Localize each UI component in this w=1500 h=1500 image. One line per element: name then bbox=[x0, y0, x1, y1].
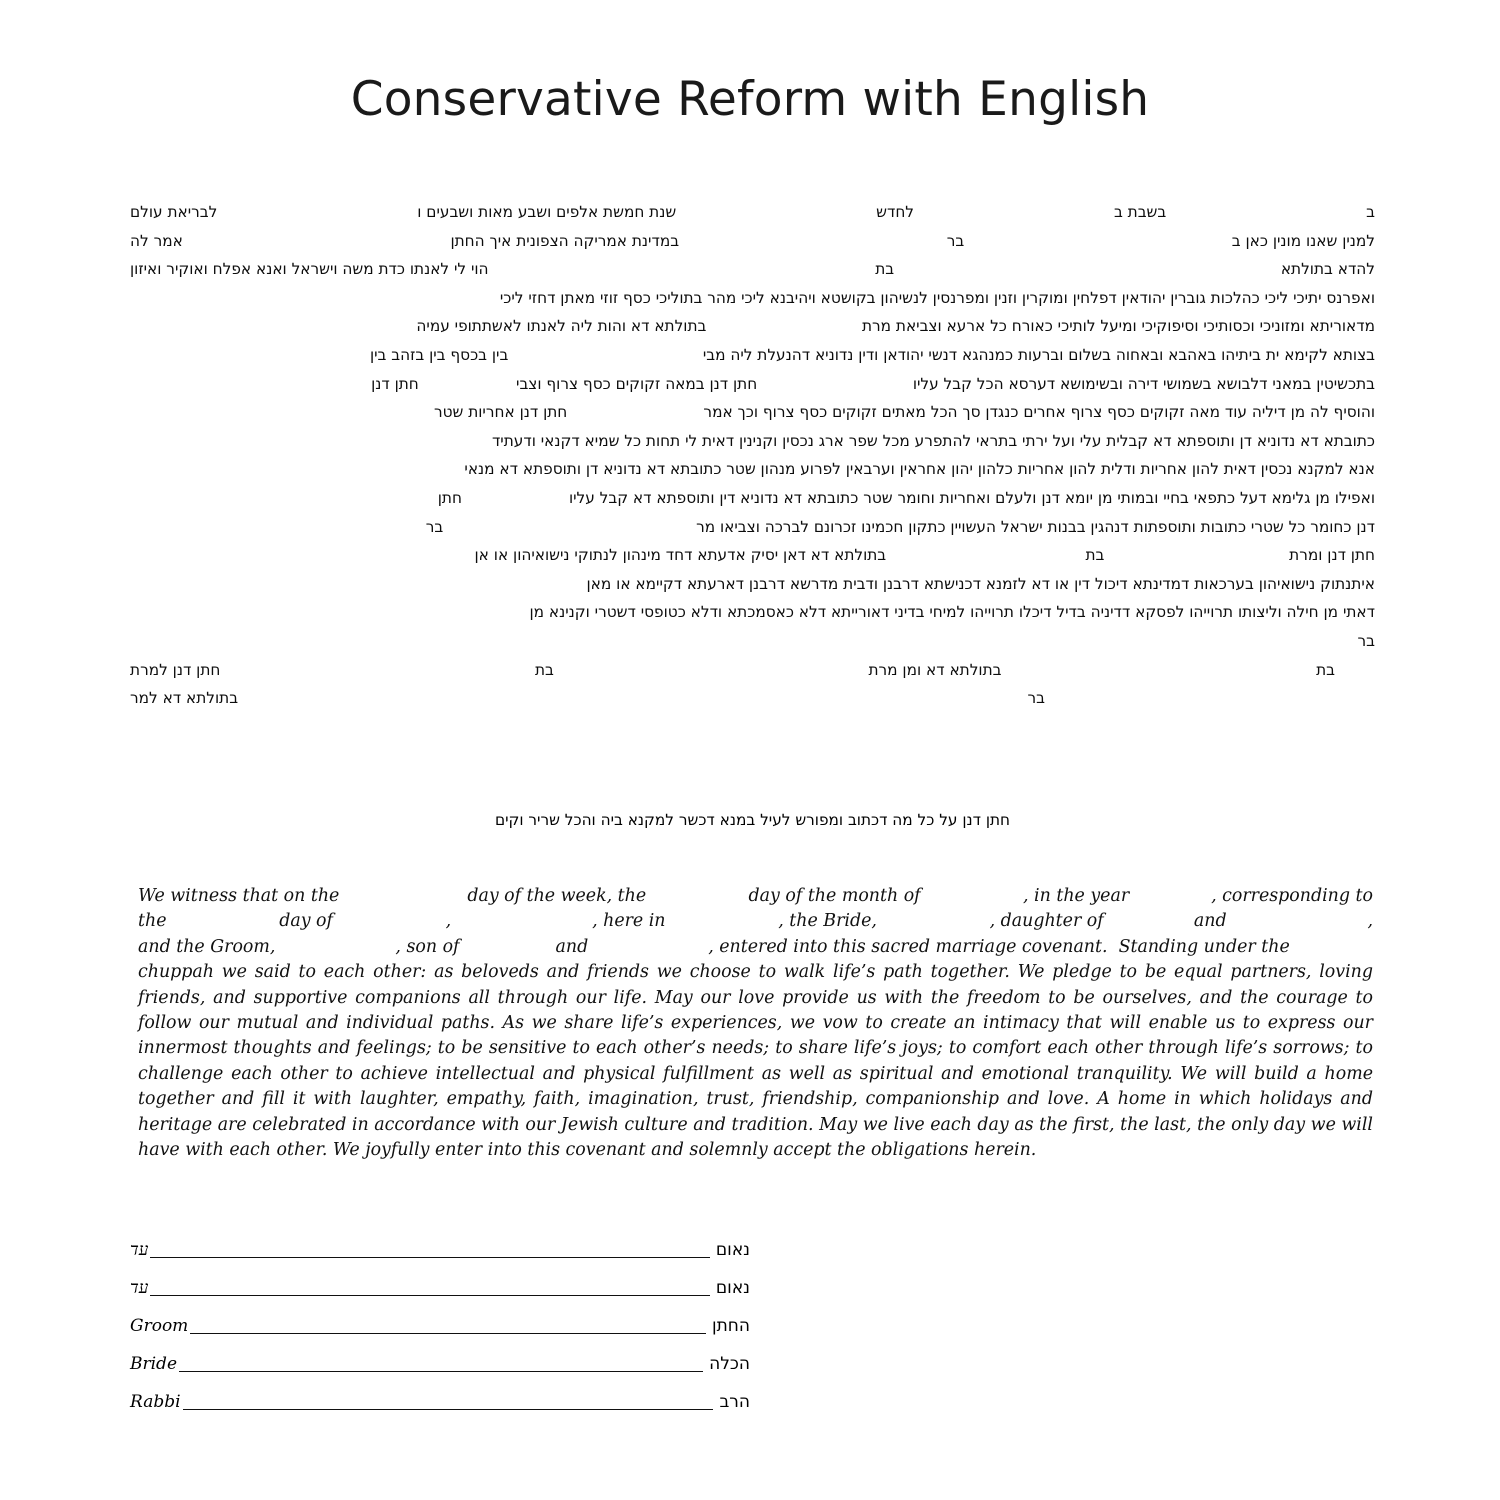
hebrew-body-line: איתנתוק נישואיהון בערכאות דמדינתא דיכול דין או דא לזמנא דכנישתא דרבנן ודבית מדרשא דרבנן דארעתא דקיימא או מאן bbox=[586, 574, 1375, 593]
english-l2-part-5: , the Bride, bbox=[778, 911, 877, 932]
blank-field[interactable] bbox=[1129, 884, 1211, 909]
blank-field[interactable] bbox=[451, 909, 592, 934]
english-l2-part-3: , bbox=[445, 911, 452, 932]
blank-field[interactable] bbox=[1104, 909, 1194, 934]
hebrew-names-1-field-3: בת bbox=[534, 660, 554, 679]
signature-label-hebrew: הכלה bbox=[709, 1354, 750, 1374]
english-l2-part-2: day of bbox=[279, 911, 333, 932]
hebrew-body-line: מדאוריתא ומזוניכי וכסותיכי וסיפוקיכי ומיעל לותיכי כאורח כל ארעא וצביאת מרת בתולתא דא והות ליה לאנתו לאשתתופי עמיה bbox=[416, 317, 1375, 336]
english-l2-part-7: and bbox=[1193, 911, 1227, 932]
english-l3-part-1: and the Groom, bbox=[138, 936, 276, 957]
hebrew-header-1-field-3: לחדש bbox=[876, 203, 915, 221]
hebrew-names-1-field-2: בתולתא דא ומן מרת bbox=[868, 660, 1002, 679]
hebrew-header-2-field-4: אמר לה bbox=[130, 231, 183, 250]
hebrew-names-2-field-2: בתולתא דא למר bbox=[130, 689, 239, 708]
signature-label-english: עד bbox=[130, 1240, 149, 1260]
hebrew-names-1-field-4: חתן דנן למרת bbox=[130, 660, 221, 679]
hebrew-body-line: דאתי מן חילה וליצותו תרוייהו לפסקא דדיניה בדיל דיכלו תרוייהו למיחי בדיני דאורייתא דלא כאסמכתא ודלא כטופסי דשטרי וקנינא מן bbox=[529, 603, 1375, 622]
english-l3-part-3: and bbox=[555, 936, 589, 957]
english-fill-line-3 bbox=[138, 935, 1373, 960]
hebrew-header-1-field-4: שנת חמשת אלפים ושבע מאות ושבעים ו bbox=[417, 203, 677, 221]
blank-field[interactable] bbox=[339, 884, 467, 909]
signature-line[interactable] bbox=[150, 1238, 710, 1258]
signature-row-witness-2 bbox=[130, 1260, 750, 1298]
hebrew-header-line-3 bbox=[130, 255, 1375, 284]
hebrew-body-line: ואפילו מן גלימא דעל כתפאי בחיי ובמותי מן יומא דנן ולעלם ואחריות וחומר שטר כתובתא דא נדוניא דין ותוספתא דא קבל עליו חתן bbox=[437, 488, 1375, 507]
english-l3-part-2: , son of bbox=[395, 936, 460, 957]
signature-line[interactable] bbox=[190, 1314, 706, 1334]
blank-field[interactable] bbox=[646, 884, 748, 909]
hebrew-body-line: אנא למקנא נכסין דאית להון אחריות ודלית להון אחריות כלהון יהון אחראין וערבאין לפרוע מנהון שטר כתובתא דא נדוניא דן ותוספתא דא מנאי bbox=[464, 460, 1375, 479]
english-l1-part-1: We witness that on the bbox=[138, 886, 340, 906]
hebrew-body-line: חתן דנן ומרת בת בתולתא דא דאן יסיק אדעתא דחד מינהון לנתוקי נישואיהון או אן bbox=[474, 546, 1375, 565]
signature-label-hebrew: נאום bbox=[715, 1278, 750, 1298]
blank-field[interactable] bbox=[166, 909, 279, 934]
signature-row-groom bbox=[130, 1298, 750, 1336]
signature-block bbox=[130, 1222, 750, 1412]
page-title: Conservative Reform with English bbox=[350, 72, 1150, 127]
hebrew-header-1-field-2: בשבת ב bbox=[1113, 203, 1167, 221]
hebrew-body-line: והוסיף לה מן דיליה עוד מאה זקוקים כסף צרוף אחרים כנגדן סך הכל מאתים זקוקים כסף צרוף וכך אמר חתן דנן אחריות שטר bbox=[433, 403, 1375, 422]
english-vows-paragraph: chuppah we said to each other: as beloveds and friends we choose to walk life’s path together. We pledge to be equal partners, loving friends, and supportive companions all through our life. May our love provide us with the freedom to be ourselves, and the courage to follow our mutual and individual paths. As we share life’s experiences, we vow to create an intimacy that will enable us to express our innermost thoughts and feelings; to be sensitive to each other’s needs; to share life’s joys; to comfort each other through life’s sorrows; to challenge each other to achieve intellectual and physical fulfillment as well as spiritual and emotional tranquility. We will build a home together and fill it with laughter, empathy, faith, imagination, trust, friendship, companionship and love. A home in which holidays and heritage are celebrated in accordance with our Jewish culture and tradition. May we live each day as the first, the last, the only day we will have with each other. We joyfully enter into this covenant and solemnly accept the obligations herein. bbox=[138, 962, 1373, 1161]
hebrew-header-1-field-5: לבריאת עולם bbox=[130, 203, 218, 221]
blank-field[interactable] bbox=[666, 909, 779, 934]
english-l3-part-4: , entered into this sacred marriage covenant. Standing under the bbox=[708, 936, 1290, 957]
hebrew-header-line-1 bbox=[130, 198, 1375, 227]
english-l1-part-4: , in the year bbox=[1023, 886, 1130, 906]
hebrew-header-3-field-2: בת bbox=[875, 260, 895, 279]
hebrew-header-2-field-2: בר bbox=[946, 231, 965, 250]
signature-line[interactable] bbox=[183, 1390, 714, 1410]
english-fill-line-1 bbox=[138, 884, 1373, 909]
hebrew-names-line-1 bbox=[130, 656, 1375, 685]
blank-field[interactable] bbox=[1227, 909, 1368, 934]
hebrew-header-2-field-1: למנין שאנו מונין כאן ב bbox=[1231, 231, 1375, 250]
hebrew-names-line-2 bbox=[130, 684, 1375, 713]
english-l2-part-1: the bbox=[138, 911, 167, 932]
hebrew-header-3-field-3: הוי לי לאנתו כדת משה וישראל ואנא אפלח ואוקיר ואיזון bbox=[130, 260, 489, 279]
hebrew-body-line: כתובתא דא נדוניא דן ותוספתא דא קבלית עלי ועל ירתי בתראי להתפרע מכל שפר ארג נכסין וקנינין דאית לי תחות כל שמיא דקנאי ודעתיד bbox=[491, 431, 1375, 450]
blank-field[interactable] bbox=[275, 935, 395, 960]
hebrew-names-1-field-1: בת bbox=[1316, 660, 1335, 679]
english-text-block bbox=[138, 884, 1373, 1163]
signature-label-hebrew: נאום bbox=[715, 1240, 750, 1260]
signature-label-english: עד bbox=[130, 1278, 149, 1298]
english-l2-part-8: , bbox=[1367, 911, 1373, 932]
signature-label-english: Groom bbox=[130, 1316, 189, 1336]
signature-label-hebrew: החתן bbox=[711, 1316, 750, 1336]
signature-line[interactable] bbox=[150, 1276, 710, 1296]
blank-field[interactable] bbox=[877, 909, 990, 934]
blank-field[interactable] bbox=[460, 935, 556, 960]
signature-row-witness-1 bbox=[130, 1222, 750, 1260]
hebrew-header-2-field-3: במדינת אמריקה הצפונית איך החתן bbox=[450, 231, 680, 250]
english-l1-part-5: , corresponding to bbox=[1211, 886, 1373, 906]
signature-label-english: Bride bbox=[130, 1354, 177, 1374]
hebrew-body-line: דנן כחומר כל שטרי כתובות ותוספתות דנהגין בבנות ישראל העשויין כתקון חכמינו זכרונם לברכה וצביאו מר בר bbox=[425, 517, 1375, 536]
hebrew-body-line: ואפרנס יתיכי ליכי כהלכות גוברין יהודאין דפלחין ומוקרין וזנין ומפרנסין לנשיהון בקושטא ויהיבנא ליכי מהר בתוליכי כסף זוזי מאתן דחזי ליכי bbox=[499, 288, 1375, 307]
english-l1-part-2: day of the week, the bbox=[467, 886, 647, 906]
hebrew-body-line: בתכשיטין במאני דלבושא בשמושי דירה ובשימושא דערסא הכל קבל עליו חתן דנן במאה זקוקים כסף צרוף וצבי חתן דנן bbox=[371, 374, 1375, 393]
hebrew-text-block bbox=[130, 198, 1375, 713]
signature-label-english: Rabbi bbox=[130, 1392, 181, 1412]
english-l2-part-6: , daughter of bbox=[989, 911, 1104, 932]
hebrew-body-line: בר bbox=[1357, 631, 1375, 650]
signature-row-rabbi bbox=[130, 1374, 750, 1412]
english-l1-part-3: day of the month of bbox=[748, 886, 921, 906]
hebrew-body-line: בצותא לקימא ית ביתיהו באהבא ובאחוה בשלום וברעות כמנהגא דנשי יהודאן ודין נדוניא דהנעלת ליה מבי בין בכסף בין בזהב בין bbox=[369, 345, 1375, 364]
blank-field[interactable] bbox=[921, 884, 1023, 909]
hebrew-names-2-field-1: בר bbox=[1027, 689, 1045, 708]
blank-field[interactable] bbox=[333, 909, 446, 934]
signature-line[interactable] bbox=[179, 1352, 703, 1372]
blank-field[interactable] bbox=[588, 935, 708, 960]
signature-label-hebrew: הרב bbox=[719, 1392, 750, 1412]
english-fill-line-2 bbox=[138, 909, 1373, 934]
hebrew-header-line-2 bbox=[130, 227, 1375, 256]
signature-row-bride bbox=[130, 1336, 750, 1374]
hebrew-closing-line: חתן דנן על כל מה דכתוב ומפורש לעיל במנא דכשר למקנא ביה והכל שריר וקים bbox=[494, 811, 1011, 829]
english-l2-part-4: , here in bbox=[592, 911, 666, 932]
hebrew-header-3-field-1: להדא בתולתא bbox=[1280, 260, 1375, 279]
hebrew-header-1-field-1: ב bbox=[1366, 203, 1375, 221]
